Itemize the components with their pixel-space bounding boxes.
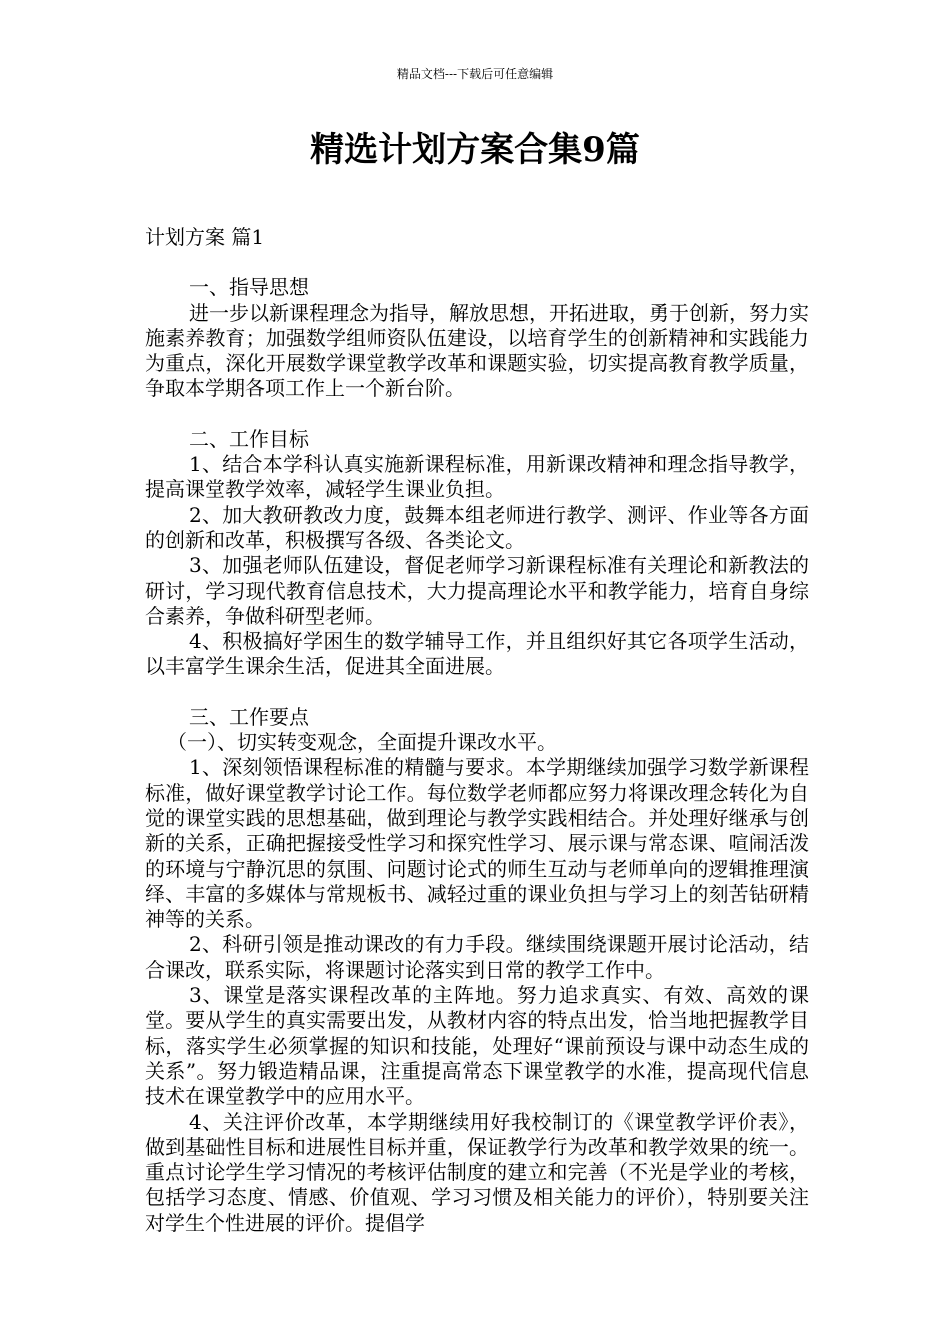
paragraph: 1、结合本学科认真实施新课程标准，用新课改精神和理念指导教学，提高课堂教学效率，减轻学生课业负担。	[145, 452, 809, 502]
paragraph: 4、关注评价改革，本学期继续用好我校制订的《课堂教学评价表》，做到基础性目标和进展性目标并重，保证教学行为改革和教学效果的统一。重点讨论学生学习情况的考核评估制度的建立和完善（不光是学业的考核，包括学习态度、情感、价值观、学习习惯及相关能力的评价），特别要关注对学生个性进展的评价。提倡学	[145, 1109, 809, 1235]
paragraph: 2、加大教研教改力度，鼓舞本组老师进行教学、测评、作业等各方面的创新和改革，积极撰写各级、各类论文。	[145, 502, 809, 552]
header-note: 精品文档---下载后可任意编辑	[396, 67, 554, 81]
plan-subtitle: 计划方案 篇1	[145, 225, 265, 249]
section-heading: 二、工作目标	[189, 426, 309, 451]
paragraph: 进一步以新课程理念为指导，解放思想，开拓进取，勇于创新，努力实施素养教育；加强数学组师资队伍建设，以培育学生的创新精神和实践能力为重点，深化开展数学课堂教学改革和课题实验，切实提高教育教学质量，争取本学期各项工作上一个新台阶。	[145, 300, 809, 401]
section-heading: 三、工作要点	[189, 704, 309, 729]
section-heading: 一、指导思想	[189, 275, 309, 300]
section-work-goals	[145, 427, 809, 680]
paragraph: 1、深刻领悟课程标准的精髓与要求。本学期继续加强学习数学新课程标准，做好课堂教学讨论工作。每位数学老师都应努力将课改理念转化为自觉的课堂实践的思想基础，做到理论与教学实践相结合。并处理好继承与创新的关系，正确把握接受性学习和探究性学习、展示课与常态课、喧闹活泼的环境与宁静沉思的氛围、问题讨论式的师生互动与老师单向的逻辑推理演绎、丰富的多媒体与常规板书、减轻过重的课业负担与学习上的刻苦钻研精神等的关系。	[145, 755, 809, 932]
section-work-points	[145, 705, 809, 1236]
subsection-heading: （一）、切实转变观念，全面提升课改水平。	[167, 730, 557, 755]
section-guiding-thought	[145, 275, 809, 401]
paragraph: 3、加强老师队伍建设，督促老师学习新课程标准有关理论和新教法的研讨，学习现代教育信息技术，大力提高理论水平和教学能力，培育自身综合素养，争做科研型老师。	[145, 553, 809, 628]
document-body	[145, 225, 809, 1261]
paragraph: 3、课堂是落实课程改革的主阵地。努力追求真实、有效、高效的课堂。要从学生的真实需要出发，从教材内容的特点出发，恰当地把握教学目标，落实学生必须掌握的知识和技能，处理好“课前预设与课中动态生成的关系”。努力锻造精品课，注重提高常态下课堂教学的水准，提高现代信息技术在课堂教学中的应用水平。	[145, 983, 809, 1109]
paragraph: 4、积极搞好学困生的数学辅导工作，并且组织好其它各项学生活动，以丰富学生课余生活，促进其全面进展。	[145, 629, 809, 679]
paragraph: 2、科研引领是推动课改的有力手段。继续围绕课题开展讨论活动，结合课改，联系实际，将课题讨论落实到日常的教学工作中。	[145, 932, 809, 982]
document-title: 精选计划方案合集9篇	[310, 130, 640, 170]
